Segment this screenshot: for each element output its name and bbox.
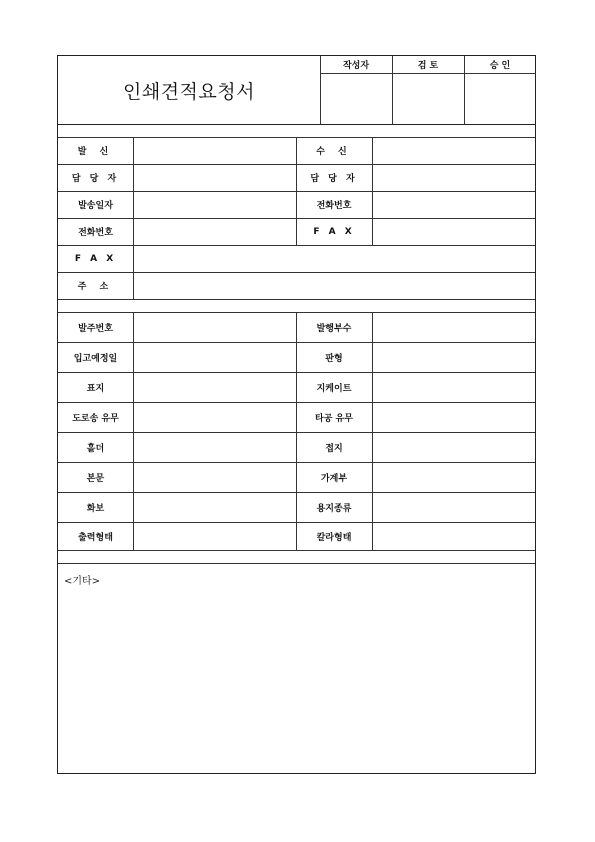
format-label: 판형 bbox=[325, 353, 343, 364]
phone-label-right: 전화번호 bbox=[316, 201, 352, 211]
divider bbox=[58, 563, 535, 564]
phone-label: 전화번호 bbox=[78, 228, 113, 238]
order-no-label: 발주번호 bbox=[78, 323, 113, 334]
coating-field[interactable] bbox=[134, 403, 296, 432]
fax-field[interactable] bbox=[134, 246, 536, 272]
fax-label: F A X bbox=[74, 253, 117, 264]
manager-label: 담 당 자 bbox=[71, 174, 120, 184]
fax-field-right[interactable] bbox=[373, 219, 536, 245]
fax-label-right: F A X bbox=[313, 226, 355, 237]
divider bbox=[58, 550, 535, 551]
paper-type-field[interactable] bbox=[373, 493, 536, 522]
phone-field[interactable] bbox=[134, 219, 296, 245]
order-no-field[interactable] bbox=[134, 313, 296, 342]
punching-label: 타공 유무 bbox=[315, 413, 353, 424]
folding-label: 접지 bbox=[325, 443, 343, 454]
author-header: 작성자 bbox=[342, 61, 370, 71]
output-type-label: 출력형태 bbox=[78, 532, 113, 543]
sender-label: 발 신 bbox=[77, 147, 114, 157]
other-notes-label: <기타> bbox=[64, 576, 101, 587]
address-label: 주 소 bbox=[77, 282, 114, 292]
color-type-label: 칼라형태 bbox=[316, 532, 352, 543]
author-signature-box[interactable] bbox=[321, 73, 391, 124]
body-label: 본문 bbox=[86, 473, 105, 484]
delivery-date-label: 입고예정일 bbox=[73, 353, 118, 364]
phone-field-right[interactable] bbox=[373, 192, 536, 218]
ticket-field[interactable] bbox=[373, 373, 536, 402]
review-header: 검 토 bbox=[417, 61, 439, 71]
ticket-label: 지케이트 bbox=[316, 383, 352, 394]
other-notes-field[interactable] bbox=[58, 586, 535, 772]
approve-header: 승 인 bbox=[489, 61, 511, 71]
cover-label: 표지 bbox=[86, 383, 105, 394]
output-type-field[interactable] bbox=[134, 523, 296, 550]
pictorial-label: 화보 bbox=[86, 503, 105, 514]
manager-field[interactable] bbox=[134, 165, 296, 191]
binding-label: 가계부 bbox=[320, 473, 348, 484]
send-date-field[interactable] bbox=[134, 192, 296, 218]
cover-field[interactable] bbox=[134, 373, 296, 402]
paper-type-label: 용지종류 bbox=[316, 503, 352, 514]
body-field[interactable] bbox=[134, 463, 296, 492]
format-field[interactable] bbox=[373, 343, 536, 372]
delivery-date-field[interactable] bbox=[134, 343, 296, 372]
receiver-label: 수 신 bbox=[316, 147, 352, 157]
manager-label-right: 담 당 자 bbox=[310, 174, 358, 184]
review-signature-box[interactable] bbox=[393, 73, 463, 124]
form-title: 인쇄견적요청서 bbox=[123, 80, 255, 103]
divider bbox=[58, 299, 535, 300]
copies-label: 발행부수 bbox=[316, 323, 352, 334]
color-type-field[interactable] bbox=[373, 523, 536, 550]
folding-field[interactable] bbox=[373, 433, 536, 462]
address-field[interactable] bbox=[134, 273, 536, 299]
manager-field-right[interactable] bbox=[373, 165, 536, 191]
sender-field[interactable] bbox=[134, 138, 296, 164]
approve-signature-box[interactable] bbox=[465, 73, 535, 124]
binding-field[interactable] bbox=[373, 463, 536, 492]
send-date-label: 발송일자 bbox=[78, 201, 113, 211]
receiver-field[interactable] bbox=[373, 138, 536, 164]
holder-field[interactable] bbox=[134, 433, 296, 462]
punching-field[interactable] bbox=[373, 403, 536, 432]
quote-request-form bbox=[57, 55, 536, 774]
pictorial-field[interactable] bbox=[134, 493, 296, 522]
coating-label: 도로송 유무 bbox=[72, 413, 119, 424]
divider bbox=[58, 124, 535, 125]
holder-label: 홀더 bbox=[86, 443, 105, 454]
copies-field[interactable] bbox=[373, 313, 536, 342]
